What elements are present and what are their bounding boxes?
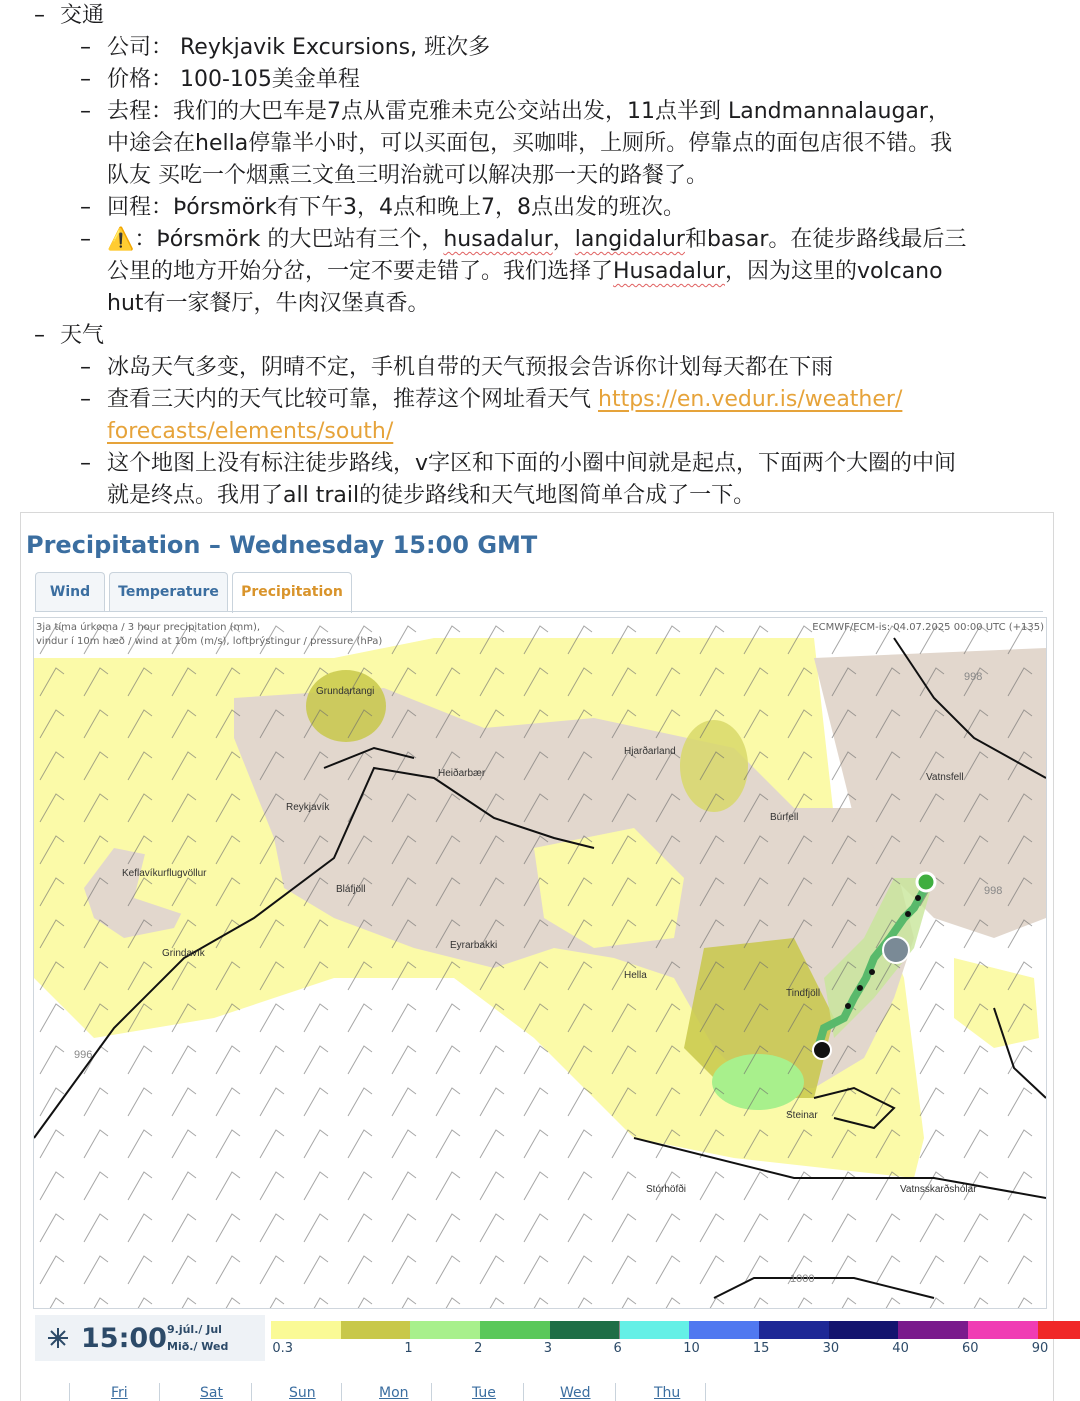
place-label: Reykjavík [286, 802, 330, 813]
precipitation-map [33, 617, 1047, 1309]
section-title-transport: 交通 [60, 3, 105, 28]
map-caption: 3ja tíma úrkoma / 3 hour precipitation (mm), [36, 622, 261, 633]
place-label: Tindfjöll [786, 988, 821, 999]
weather-link[interactable]: https://en.vedur.is/weather/ [598, 387, 903, 412]
map-canvas [34, 618, 1046, 1308]
trail-waypoint [915, 895, 921, 901]
day-sun[interactable]: Sun [289, 1385, 316, 1401]
scale-label: 15 [752, 1341, 770, 1356]
bullet-outbound-cont: 中途会在hella停靠半小时，可以买面包，买咖啡，上厕所。停靠点的面包店很不错。我 [107, 131, 953, 156]
scale-label: 3 [543, 1341, 553, 1356]
bullet-weather-map: – 这个地图上没有标注徒步路线，v字区和下面的小圈中间就是起点，下面两个大圈的中间 [80, 451, 957, 476]
tab-precipitation[interactable]: Precipitation [232, 572, 352, 613]
day-divider [341, 1383, 342, 1401]
time-panel [35, 1315, 265, 1361]
place-label: Hella [624, 970, 647, 981]
weather-link-cont[interactable]: forecasts/elements/south/ [107, 419, 394, 444]
trail-waypoint [905, 911, 911, 917]
day-divider [69, 1383, 70, 1401]
scale-segment [898, 1321, 969, 1339]
trail-waypoint [857, 985, 863, 991]
day-mon[interactable]: Mon [379, 1385, 409, 1401]
animation-icon[interactable] [47, 1327, 69, 1349]
bullet-warning-cont: 公里的地方开始分岔，一定不要走错了。我们选择了Husadalur，因为这里的volcano [107, 259, 943, 284]
bullet-weather-site: – 查看三天内的天气比较可靠，推荐这个网址看天气 https://en.vedur.is/weather/ [80, 387, 903, 412]
place-label: Bláfjöll [336, 884, 366, 895]
day-fri[interactable]: Fri [111, 1385, 128, 1401]
scale-label: 1 [404, 1341, 413, 1356]
map-caption: vindur í 10m hæð / wind at 10m (m/s), loftþrýstingur / pressure (hPa) [36, 636, 383, 647]
scale-segment [341, 1321, 412, 1339]
section-title-weather: 天气 [60, 323, 105, 348]
place-label: Vatnsskarðshólar [900, 1184, 977, 1195]
scale-label: 40 [892, 1341, 909, 1356]
bullet-price: – 价格： 100-105美金单程 [80, 67, 360, 92]
warning-icon: ⚠️ [107, 227, 135, 252]
bullet-return: – 回程：Þórsmörk有下午3，4点和晚上7，8点出发的班次。 [80, 195, 685, 220]
day-thu[interactable]: Thu [654, 1385, 681, 1401]
forecast-widget [20, 512, 1054, 1401]
trail-waypoint [845, 1003, 851, 1009]
scale-segment [759, 1321, 830, 1339]
isobar-label: 996 [74, 1049, 93, 1061]
place-label: Grindavík [162, 948, 205, 959]
isobar-label: 1000 [790, 1273, 815, 1285]
tab-wind[interactable]: Wind [35, 572, 105, 611]
section-transport: – 交通 [34, 3, 105, 28]
day-divider [431, 1383, 432, 1401]
section-weather: – 天气 [34, 323, 105, 348]
scale-label: 10 [683, 1341, 700, 1356]
day-divider [251, 1383, 252, 1401]
day-wed[interactable]: Wed [560, 1385, 591, 1401]
tab-divider [35, 611, 1043, 612]
isobar-label: 998 [964, 671, 983, 683]
forecast-time: 15:00 [81, 1323, 167, 1354]
scale-segment [620, 1321, 691, 1339]
place-label: Eyrarbakki [450, 940, 498, 951]
place-label: Grundartangi [316, 686, 375, 697]
bullet-outbound-cont: 队友 买吃一个烟熏三文鱼三明治就可以解决那一天的路餐了。 [107, 163, 708, 188]
place-label: Vatnsfell [926, 772, 964, 783]
day-sat[interactable]: Sat [200, 1385, 223, 1401]
day-divider [615, 1383, 616, 1401]
day-divider [523, 1383, 524, 1401]
scale-segment [550, 1321, 621, 1339]
place-label: Búrfell [770, 812, 799, 823]
scale-label: 90 [1031, 1341, 1049, 1356]
bullet-company: – 公司： Reykjavik Excursions, 班次多 [80, 35, 491, 60]
tab-temperature[interactable]: Temperature [109, 572, 228, 611]
day-divider [159, 1383, 160, 1401]
trail-waypoint [869, 969, 875, 975]
place-label: Keflavíkurflugvöllur [122, 868, 207, 879]
trail-start-marker[interactable] [917, 873, 935, 891]
place-label: Heiðarbær [438, 768, 486, 779]
bullet-warning-cont: hut有一家餐厅，牛肉汉堡真香。 [107, 291, 430, 316]
bullet-weather-variable: – 冰岛天气多变，阴晴不定，手机自带的天气预报会告诉你计划每天都在下雨 [80, 355, 834, 380]
model-run-label: ECMWF/ECM-is: 04.07.2025 00:00 UTC (+135) [812, 622, 1044, 633]
day-divider [705, 1383, 706, 1401]
scale-segment [271, 1321, 342, 1339]
trail-end-marker[interactable] [813, 1041, 831, 1059]
scale-segment [829, 1321, 900, 1339]
isobar-label: 998 [984, 885, 1003, 897]
scale-label: 6 [613, 1341, 622, 1356]
forecast-title: Precipitation – Wednesday 15:00 GMT [26, 531, 538, 559]
scale-label: 0.3 [272, 1341, 294, 1356]
place-label: Steinar [786, 1110, 818, 1121]
scale-segment [480, 1321, 551, 1339]
scale-label: 30 [822, 1341, 840, 1356]
place-label: Hjarðarland [624, 746, 676, 757]
scale-segment [689, 1321, 760, 1339]
scale-label: 60 [962, 1341, 979, 1356]
day-tue[interactable]: Tue [472, 1385, 496, 1401]
bullet-weather-site-cont [107, 416, 393, 448]
forecast-day: Mið./ Wed [167, 1340, 229, 1353]
scale-segment [1038, 1321, 1080, 1339]
scale-segment [410, 1321, 481, 1339]
scale-label: 2 [474, 1341, 483, 1356]
forecast-date: 9.júl./ Jul [167, 1323, 222, 1336]
bullet-outbound: – 去程：我们的大巴车是7点从雷克雅未克公交站出发，11点半到 Landmannalaugar， [80, 99, 950, 124]
trail-photo-marker[interactable] [883, 937, 909, 963]
scale-segment [968, 1321, 1039, 1339]
bullet-warning: – ⚠️：Þórsmörk 的大巴站有三个，husadalur，langidalur和basar。在徒步路线最后三 [80, 227, 967, 252]
bullet-weather-map-cont: 就是终点。我用了all trail的徒步路线和天气地图简单合成了一下。 [107, 483, 756, 508]
place-label: Stórhöfði [646, 1184, 687, 1195]
